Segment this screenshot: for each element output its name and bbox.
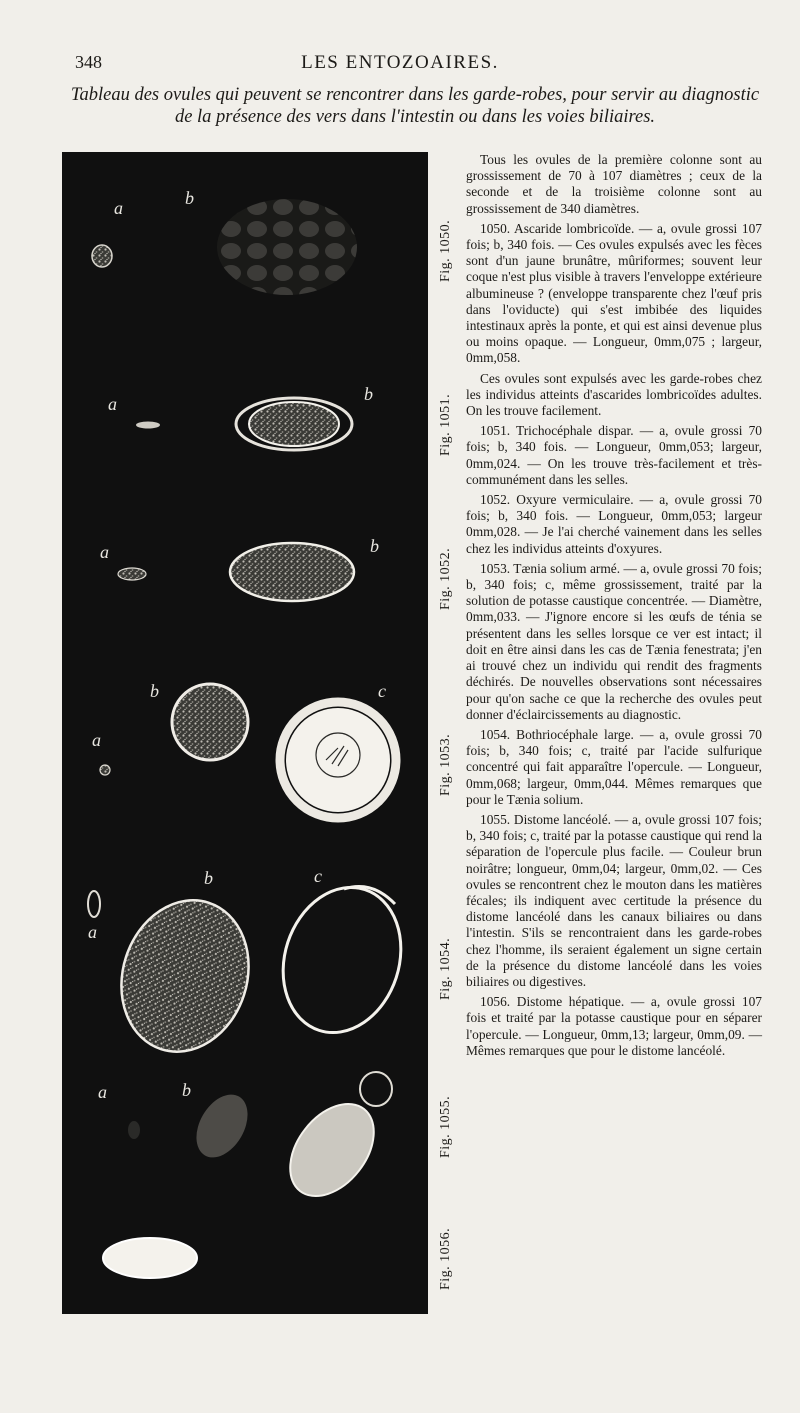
fig-1051-drawing bbox=[108, 384, 373, 450]
fig-1052-letter-a: a bbox=[100, 542, 109, 562]
fig-1050-drawing bbox=[92, 188, 357, 295]
fig-1050-letter-b: b bbox=[185, 188, 194, 208]
fig-1054-label: Fig. 1054. bbox=[438, 937, 453, 1001]
fig-1050-label: Fig. 1050. bbox=[438, 219, 453, 283]
paragraph-1050: 1050. Ascaride lombricoïde. — a, ovule grossi 107 fois; b, 340 fois. — Ces ovules expulsés avec les fèces sont d'un jaune brunâtre, mûriformes; souvent leur coque n'est plus visible à travers l'enveloppe extérieure albumineuse ? (enveloppe transparente chez l'œuf pris dans l'oviducte) qui s'est imbibée des liquides intestinaux après la ponte, et qui est ainsi devenue plus ou moins opaque. — Longueur, 0mm,075 ; largeur, 0mm,058. bbox=[466, 220, 762, 366]
fig-1055-letter-a: a bbox=[98, 1082, 107, 1102]
taenia-egg-treated bbox=[286, 708, 390, 812]
fig-1056-label: Fig. 1056. bbox=[438, 1227, 453, 1291]
running-title: LES ENTOZOAIRES. bbox=[301, 52, 499, 73]
fig-1054-letter-a: a bbox=[88, 922, 97, 942]
ascaris-egg-small bbox=[92, 245, 112, 267]
paragraph-1056: 1056. Distome hépatique. — a, ovule grossi 107 fois et traité par la potasse caustique pour en séparer l'opercule. — Longueur, 0mm,13; largeur, 0mm,09. — Mêmes remarques que pour le distome lancéolé. bbox=[466, 994, 762, 1058]
paragraph-1055: 1055. Distome lancéolé. — a, ovule grossi 107 fois; b, 340 fois; c, traité par la potasse caustique qui rend la séparation de l'opercule plus facile. — Couleur brun noirâtre; longueur, 0mm,04; largeur, 0mm,02. — Ces ovules se rencontrent chez le mouton dans les matières fécales; ils indiquent avec certitude la présence du distome lancéolé dans les canaux biliaires ou dans l'intestin. S'ils se rencontraient dans les garde-robes chez l'homme, ils seraient également un signe certain de la présence du distome lancéolé dans les voies biliaires ou digestives. bbox=[466, 811, 762, 989]
fig-1054-letter-c: c bbox=[314, 866, 322, 886]
fig-1053-letter-a: a bbox=[92, 730, 101, 750]
fig-1053-letter-b: b bbox=[150, 681, 159, 701]
fig-1052-label: Fig. 1052. bbox=[438, 547, 453, 611]
paragraph-1052: 1052. Oxyure vermiculaire. — a, ovule grossi 70 fois; b, 340 fois. — Longueur, 0mm,053; largeur 0mm,028. — Je l'ai cherché vainement dans les selles chez les individus atteints d'oxyures. bbox=[466, 492, 762, 556]
fig-1055-label: Fig. 1055. bbox=[438, 1095, 453, 1159]
fig-1055-letter-b: b bbox=[182, 1080, 191, 1100]
paragraph-1051: 1051. Trichocéphale dispar. — a, ovule grossi 70 fois; b, 340 fois. — Longueur, 0mm,053; largeur, 0mm,024. — On les trouve très-facilement et très-communément dans les selles. bbox=[466, 423, 762, 487]
table-title: Tableau des ovules qui peuvent se rencontrer dans les garde-robes, pour servir au diagnostic de la présence des vers dans l'intestin ou dans les voies biliaires. bbox=[70, 85, 760, 127]
oxyuris-egg-small bbox=[118, 568, 146, 580]
trichocephalus-egg-small bbox=[136, 422, 160, 429]
fig-1051-letter-b: b bbox=[364, 384, 373, 404]
oxyuris-egg-large bbox=[230, 543, 354, 601]
fig-1052-drawing bbox=[100, 536, 379, 601]
page-number: 348 bbox=[75, 52, 102, 72]
paragraph-1054: 1054. Bothriocéphale large. — a, ovule grossi 70 fois; b, 340 fois; c, traité par l'acide sulfurique concentré qui fait apparaître l'opercule. — Longueur, 0mm,068; largeur, 0mm,044. Mêmes remarques que pour le Tænia solium. bbox=[466, 726, 762, 807]
bothriocephalus-egg-small bbox=[88, 891, 100, 917]
fasciola-egg bbox=[103, 1238, 197, 1278]
trichocephalus-egg-large bbox=[249, 402, 339, 446]
figure-label-column bbox=[432, 152, 460, 1314]
fig-1053-letter-c: c bbox=[378, 681, 386, 701]
paragraph-1053: 1053. Tænia solium armé. — a, ovule grossi 70 fois; b, 340 fois; c, même grossissement, traité par la solution de potasse caustique concentrée. — Diamètre, 0mm,033. — J'ignore encore si les œufs de ténia se présentent dans les selles lorsque ce ver est intact; il doit en être ainsi dans les cas de Tænia fenestrata; j'en ai trouvé chez un individu qui rendit des fragments déchirés. De nouvelles observations sont nécessaires pour qu'on sache ce que la recherche des ovules peut donner d'éclaircissements au diagnostic. bbox=[466, 560, 762, 722]
egg-illustration-plate bbox=[62, 152, 428, 1314]
fig-1050-letter-a: a bbox=[114, 198, 123, 218]
fig-1052-letter-b: b bbox=[370, 536, 379, 556]
distoma-operculum bbox=[360, 1072, 392, 1106]
fig-1051-letter-a: a bbox=[108, 394, 117, 414]
bothriocephalus-egg-large bbox=[102, 884, 268, 1069]
fig-1054-drawing bbox=[88, 866, 419, 1068]
fig-1055-drawing bbox=[98, 1072, 392, 1212]
fig-1054-letter-b: b bbox=[204, 868, 213, 888]
description-column bbox=[466, 152, 762, 1063]
paragraph-1050-note: Ces ovules sont expulsés avec les garde-robes chez les individus atteints d'ascarides lombricoïdes adultes. On les trouve facilement. bbox=[466, 370, 762, 419]
fig-1056-drawing bbox=[103, 1238, 197, 1278]
fig-1053-drawing bbox=[92, 681, 396, 818]
fig-1053-label: Fig. 1053. bbox=[438, 733, 453, 797]
distoma-egg-large bbox=[186, 1086, 258, 1167]
ascaris-egg-large bbox=[217, 199, 357, 295]
taenia-egg-medium bbox=[172, 684, 248, 760]
taenia-egg-small bbox=[100, 765, 110, 775]
fig-1051-label: Fig. 1051. bbox=[438, 393, 453, 457]
bothriocephalus-egg-treated bbox=[265, 872, 419, 1048]
intro-paragraph: Tous les ovules de la première colonne sont au grossissement de 70 à 107 diamètres ; ceux de la seconde et de la troisième colonne sont au grossissement de 340 diamètres. bbox=[466, 152, 762, 216]
distoma-egg-small bbox=[128, 1121, 140, 1139]
